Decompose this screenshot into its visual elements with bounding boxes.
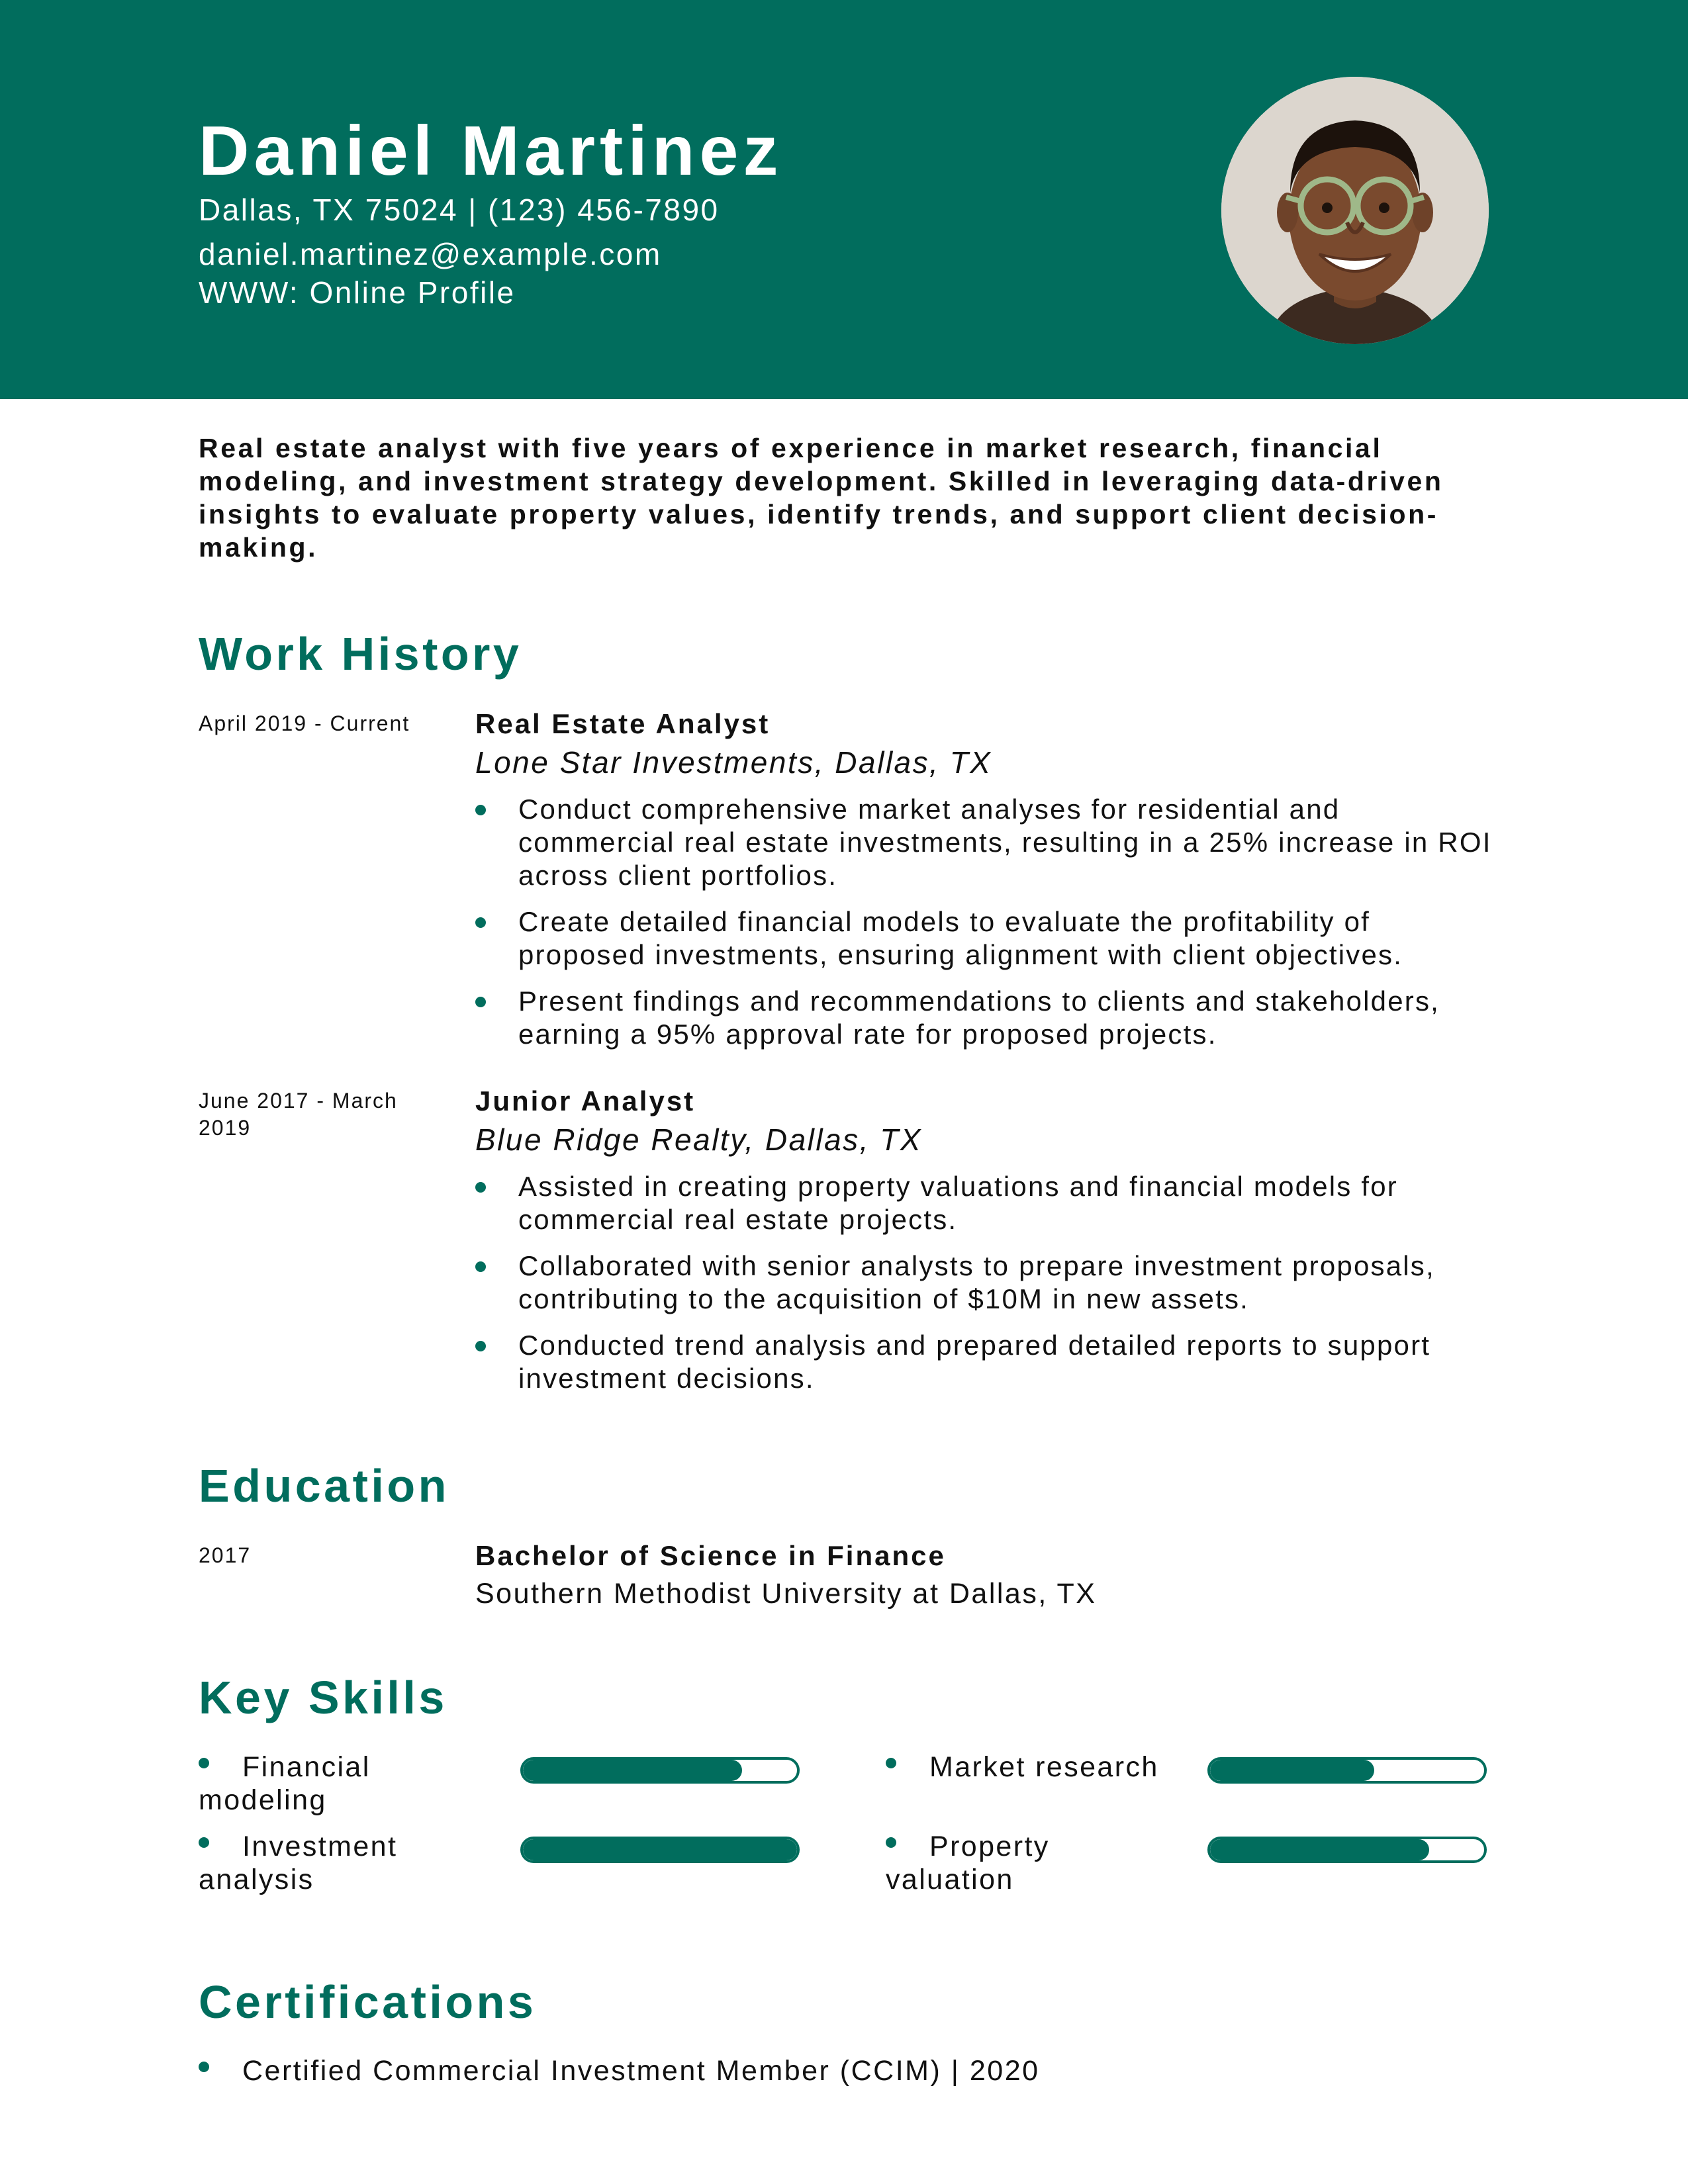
list-item: [475, 1170, 1501, 1236]
bullet-dot-icon: [886, 1837, 896, 1848]
profile-photo: [1221, 77, 1489, 344]
skill-level-fill: [523, 1760, 742, 1781]
certification-text: Certified Commercial Investment Member (CCIM) | 2020: [242, 2055, 1040, 2087]
email-link[interactable]: daniel.martinez@example.com: [199, 237, 662, 271]
skill-level-bar: [520, 1757, 800, 1784]
bullet-text: Conduct comprehensive market analyses for residential and commercial real estate investments, resulting in a 25% increase in ROI across client portfolios.: [518, 794, 1492, 891]
job-title: Junior Analyst: [475, 1085, 696, 1116]
job-company: Lone Star Investments, Dallas, TX: [475, 745, 992, 780]
skill-name: Investment analysis: [199, 1831, 398, 1895]
education-degree: Bachelor of Science in Finance: [475, 1540, 946, 1571]
bullet-dot-icon: [475, 1261, 486, 1272]
education-school: Southern Methodist University at Dallas, TX: [475, 1578, 1097, 1610]
job-dates: June 2017 - March 2019: [199, 1089, 398, 1140]
professional-summary: Real estate analyst with five years of experience in market research, financial modeling, and investment strategy development. Skilled in leveraging data-driven insights to evaluate property values, identify trends, and support client decision-making.: [199, 433, 1444, 563]
job-bullets: [475, 1170, 1501, 1408]
bullet-text: Assisted in creating property valuations and financial models for commercial real estate projects.: [518, 1171, 1398, 1235]
bullet-dot-icon: [886, 1758, 896, 1768]
skill-level-fill: [1210, 1839, 1429, 1860]
skill-level-fill: [523, 1839, 797, 1860]
skill-level-bar: [1207, 1837, 1487, 1863]
education-year: 2017: [199, 1543, 252, 1567]
list-item: [475, 793, 1501, 892]
list-item: [475, 1329, 1501, 1395]
job-title: Real Estate Analyst: [475, 708, 771, 739]
bullet-dot-icon: [475, 917, 486, 928]
job-company: Blue Ridge Realty, Dallas, TX: [475, 1122, 923, 1157]
skill-name: Financial modeling: [199, 1751, 371, 1816]
skill-name: Market research: [929, 1751, 1159, 1783]
key-skills-heading: Key Skills: [199, 1672, 447, 1723]
skill-item: [199, 1751, 477, 1817]
bullet-text: Conducted trend analysis and prepared detailed reports to support investment decisions.: [518, 1330, 1431, 1394]
skill-level-bar: [520, 1837, 800, 1863]
candidate-name: Daniel Martinez: [199, 112, 783, 190]
list-item: [475, 985, 1501, 1051]
skill-item: [199, 1830, 477, 1896]
skill-item: [886, 1751, 1190, 1784]
bullet-dot-icon: [475, 1182, 486, 1193]
skill-level-fill: [1210, 1760, 1374, 1781]
header-banner: [0, 0, 1688, 399]
job-dates: April 2019 - Current: [199, 711, 410, 735]
bullet-dot-icon: [199, 1758, 209, 1768]
work-history-heading: Work History: [199, 628, 522, 680]
bullet-text: Collaborated with senior analysts to prepare investment proposals, contributing to the acquisition of $10M in new assets.: [518, 1250, 1435, 1314]
skill-name: Property valuation: [886, 1831, 1050, 1895]
education-heading: Education: [199, 1460, 449, 1512]
list-item: [475, 1250, 1501, 1316]
job-bullets: [475, 793, 1501, 1064]
skill-level-bar: [1207, 1757, 1487, 1784]
website-link[interactable]: WWW: Online Profile: [199, 275, 516, 310]
certification-item: [199, 2055, 1040, 2087]
bullet-dot-icon: [475, 1341, 486, 1351]
bullet-text: Create detailed financial models to evaluate the profitability of proposed investments, ensuring alignment with client objectives.: [518, 906, 1403, 970]
bullet-text: Present findings and recommendations to clients and stakeholders, earning a 95% approval rate for proposed projects.: [518, 985, 1440, 1050]
skill-item: [886, 1830, 1098, 1896]
bullet-dot-icon: [199, 2062, 209, 2072]
address-phone: Dallas, TX 75024 | (123) 456-7890: [199, 193, 720, 227]
bullet-dot-icon: [475, 997, 486, 1007]
certifications-heading: Certifications: [199, 1976, 537, 2028]
bullet-dot-icon: [199, 1837, 209, 1848]
bullet-dot-icon: [475, 805, 486, 815]
list-item: [475, 905, 1501, 972]
